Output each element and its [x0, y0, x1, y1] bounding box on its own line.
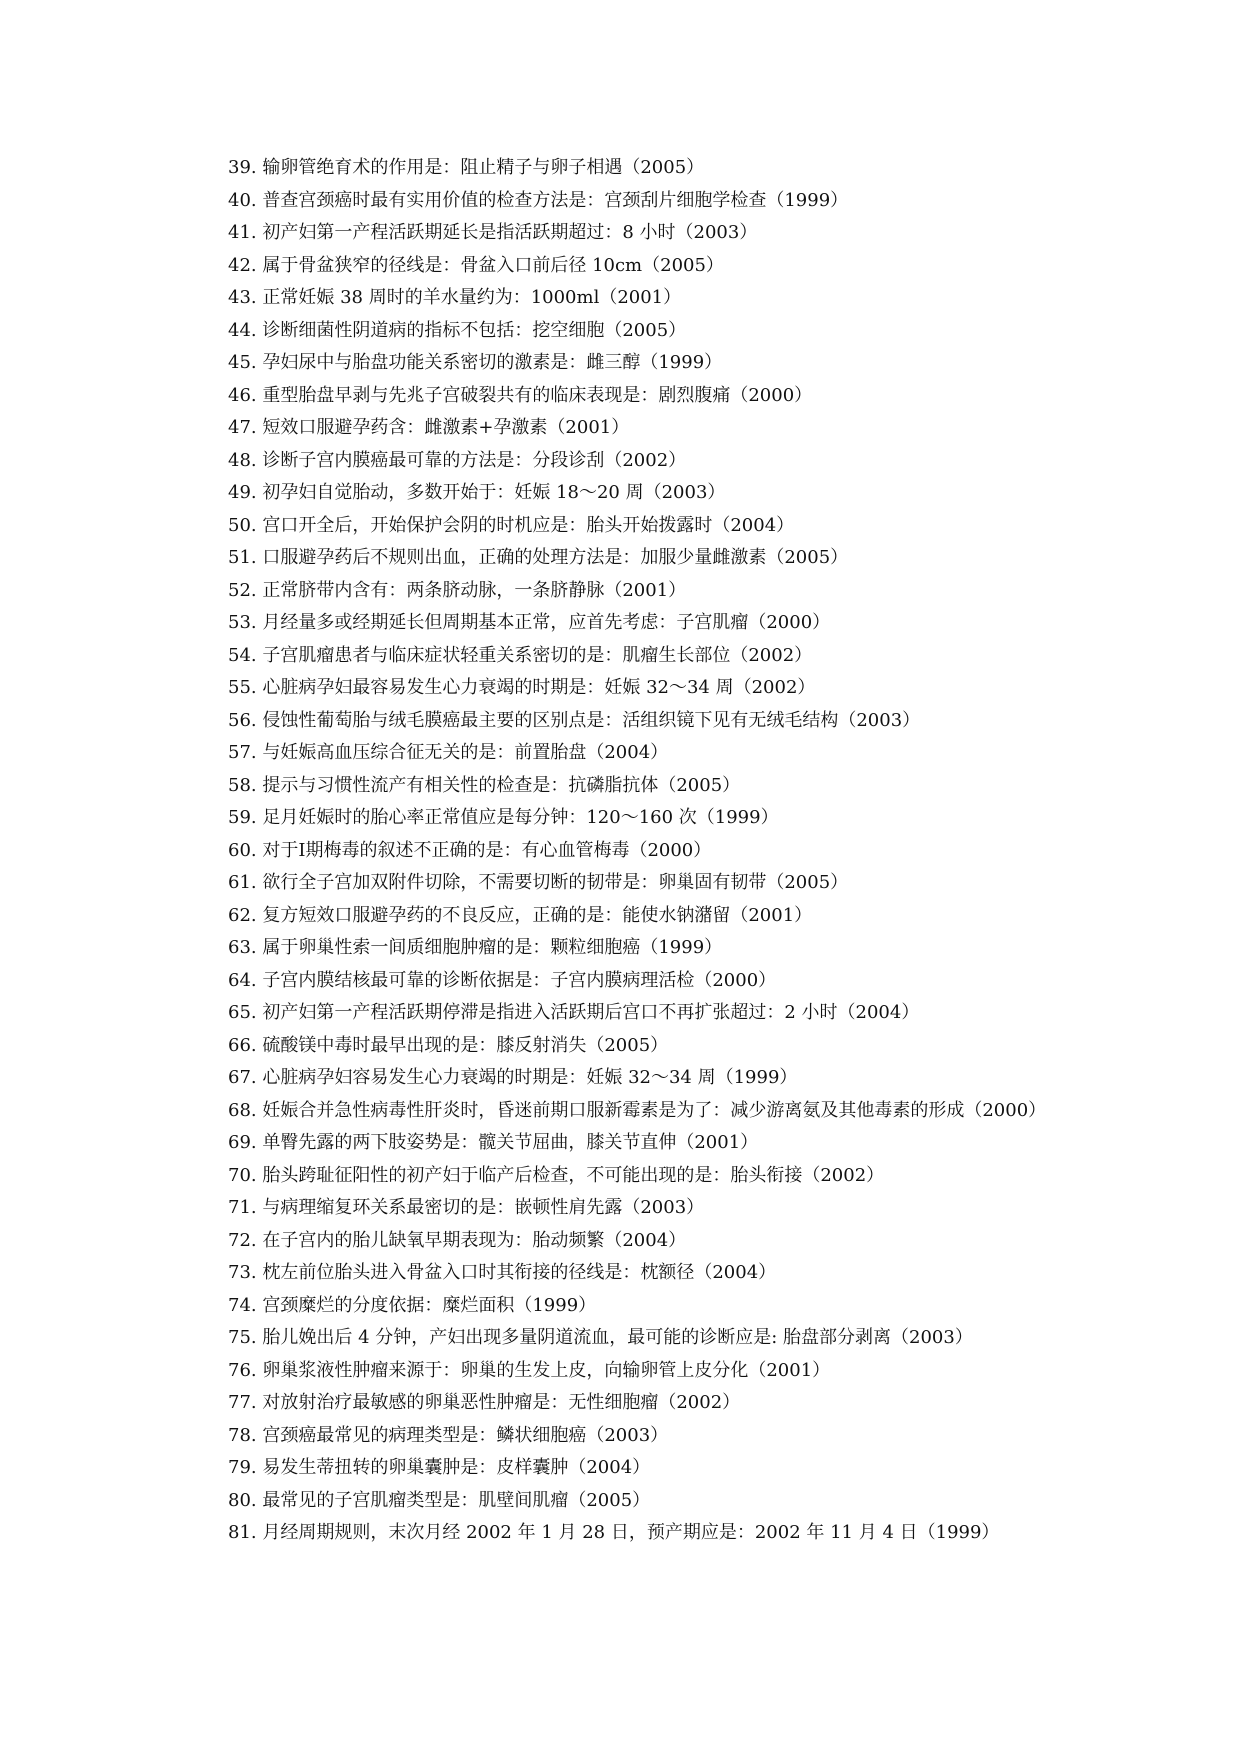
- list-item: 59. 足月妊娠时的胎心率正常值应是每分钟：120～160 次（1999）: [228, 807, 779, 828]
- list-item: 67. 心脏病孕妇容易发生心力衰竭的时期是：妊娠 32～34 周（1999）: [228, 1067, 798, 1088]
- list-item: 65. 初产妇第一产程活跃期停滞是指进入活跃期后宫口不再扩张超过：2 小时（2004）: [228, 1002, 920, 1023]
- list-item: 80. 最常见的子宫肌瘤类型是：肌壁间肌瘤（2005）: [228, 1489, 651, 1511]
- list-item: 57. 与妊娠高血压综合征无关的是：前置胎盘（2004）: [228, 742, 669, 763]
- list-item: 81. 月经周期规则，末次月经 2002 年 1 月 28 日，预产期应是：2002 年 11 月 4 日（1999）: [228, 1522, 1000, 1543]
- list-item: 74. 宫颈糜烂的分度依据：糜烂面积（1999）: [228, 1294, 597, 1316]
- list-item: 63. 属于卵巢性索一间质细胞肿瘤的是：颗粒细胞癌（1999）: [228, 937, 723, 958]
- list-item: 79. 易发生蒂扭转的卵巢囊肿是：皮样囊肿（2004）: [228, 1457, 651, 1478]
- list-item: 76. 卵巢浆液性肿瘤来源于：卵巢的生发上皮，向输卵管上皮分化（2001）: [228, 1359, 831, 1381]
- list-item: 61. 欲行全子宫加双附件切除，不需要切断的韧带是：卵巢固有韧带（2005）: [228, 872, 849, 893]
- list-item: 55. 心脏病孕妇最容易发生心力衰竭的时期是：妊娠 32～34 周（2002）: [228, 677, 816, 698]
- list-item: 77. 对放射治疗最敏感的卵巢恶性肿瘤是：无性细胞瘤（2002）: [228, 1392, 741, 1413]
- list-item: 44. 诊断细菌性阴道病的指标不包括：挖空细胞（2005）: [228, 319, 687, 341]
- list-item: 56. 侵蚀性葡萄胎与绒毛膜癌最主要的区别点是：活组织镜下见有无绒毛结构（2003）: [228, 709, 921, 731]
- list-item: 45. 孕妇尿中与胎盘功能关系密切的激素是：雌三醇（1999）: [228, 352, 723, 373]
- list-item: 42. 属于骨盆狭窄的径线是：骨盆入口前后径 10cm（2005）: [228, 254, 724, 276]
- list-item: 39. 输卵管绝育术的作用是：阻止精子与卵子相遇（2005）: [228, 157, 705, 178]
- list-item: 54. 子宫肌瘤患者与临床症状轻重关系密切的是：肌瘤生长部位（2002）: [228, 644, 813, 666]
- list-item: 43. 正常妊娠 38 周时的羊水量约为：1000ml（2001）: [228, 287, 682, 308]
- list-item: 64. 子宫内膜结核最可靠的诊断依据是：子宫内膜病理活检（2000）: [228, 969, 777, 991]
- list-item: 41. 初产妇第一产程活跃期延长是指活跃期超过：8 小时（2003）: [228, 222, 758, 243]
- list-item: 58. 提示与习惯性流产有相关性的检查是：抗磷脂抗体（2005）: [228, 774, 741, 796]
- list-item: 73. 枕左前位胎头进入骨盆入口时其衔接的径线是：枕额径（2004）: [228, 1262, 777, 1283]
- question-list: [190, 152, 1060, 1550]
- list-item: 78. 宫颈癌最常见的病理类型是：鳞状细胞癌（2003）: [228, 1424, 669, 1446]
- list-item: 70. 胎头跨耻征阳性的初产妇于临产后检查，不可能出现的是：胎头衔接（2002）: [228, 1164, 885, 1186]
- list-item: 53. 月经量多或经期延长但周期基本正常，应首先考虑：子宫肌瘤（2000）: [228, 612, 831, 633]
- list-item: 62. 复方短效口服避孕药的不良反应，正确的是：能使水钠潴留（2001）: [228, 904, 813, 926]
- list-item: 51. 口服避孕药后不规则出血，正确的处理方法是：加服少量雌激素（2005）: [228, 547, 849, 568]
- list-item: 50. 宫口开全后，开始保护会阴的时机应是：胎头开始拨露时（2004）: [228, 514, 795, 536]
- list-item: 66. 硫酸镁中毒时最早出现的是：膝反射消失（2005）: [228, 1034, 669, 1056]
- list-item: 75. 胎儿娩出后 4 分钟，产妇出现多量阴道流血，最可能的诊断应是: 胎盘部分剥离（2003）: [228, 1327, 973, 1348]
- list-item: 69. 单臀先露的两下肢姿势是：髋关节屈曲，膝关节直伸（2001）: [228, 1132, 759, 1153]
- list-item: 47. 短效口服避孕药含：雌激素+孕激素（2001）: [228, 417, 630, 438]
- list-item: 48. 诊断子宫内膜癌最可靠的方法是：分段诊刮（2002）: [228, 449, 687, 471]
- list-item: 40. 普查宫颈癌时最有实用价值的检查方法是：宫颈刮片细胞学检查（1999）: [228, 189, 849, 211]
- list-item: 71. 与病理缩复环关系最密切的是：嵌顿性肩先露（2003）: [228, 1197, 705, 1218]
- list-item: 60. 对于Ⅰ期梅毒的叙述不正确的是：有心血管梅毒（2000）: [228, 839, 712, 861]
- list-item: 49. 初孕妇自觉胎动，多数开始于：妊娠 18～20 周（2003）: [228, 482, 726, 503]
- list-item: 68. 妊娠合并急性病毒性肝炎时，昏迷前期口服新霉素是为了：减少游离氨及其他毒素的形成（2000）: [228, 1099, 1047, 1121]
- list-item: 46. 重型胎盘早剥与先兆子宫破裂共有的临床表现是：剧烈腹痛（2000）: [228, 384, 813, 406]
- list-item: 72. 在子宫内的胎儿缺氧早期表现为：胎动频繁（2004）: [228, 1229, 687, 1251]
- list-item: 52. 正常脐带内含有：两条脐动脉，一条脐静脉（2001）: [228, 579, 687, 601]
